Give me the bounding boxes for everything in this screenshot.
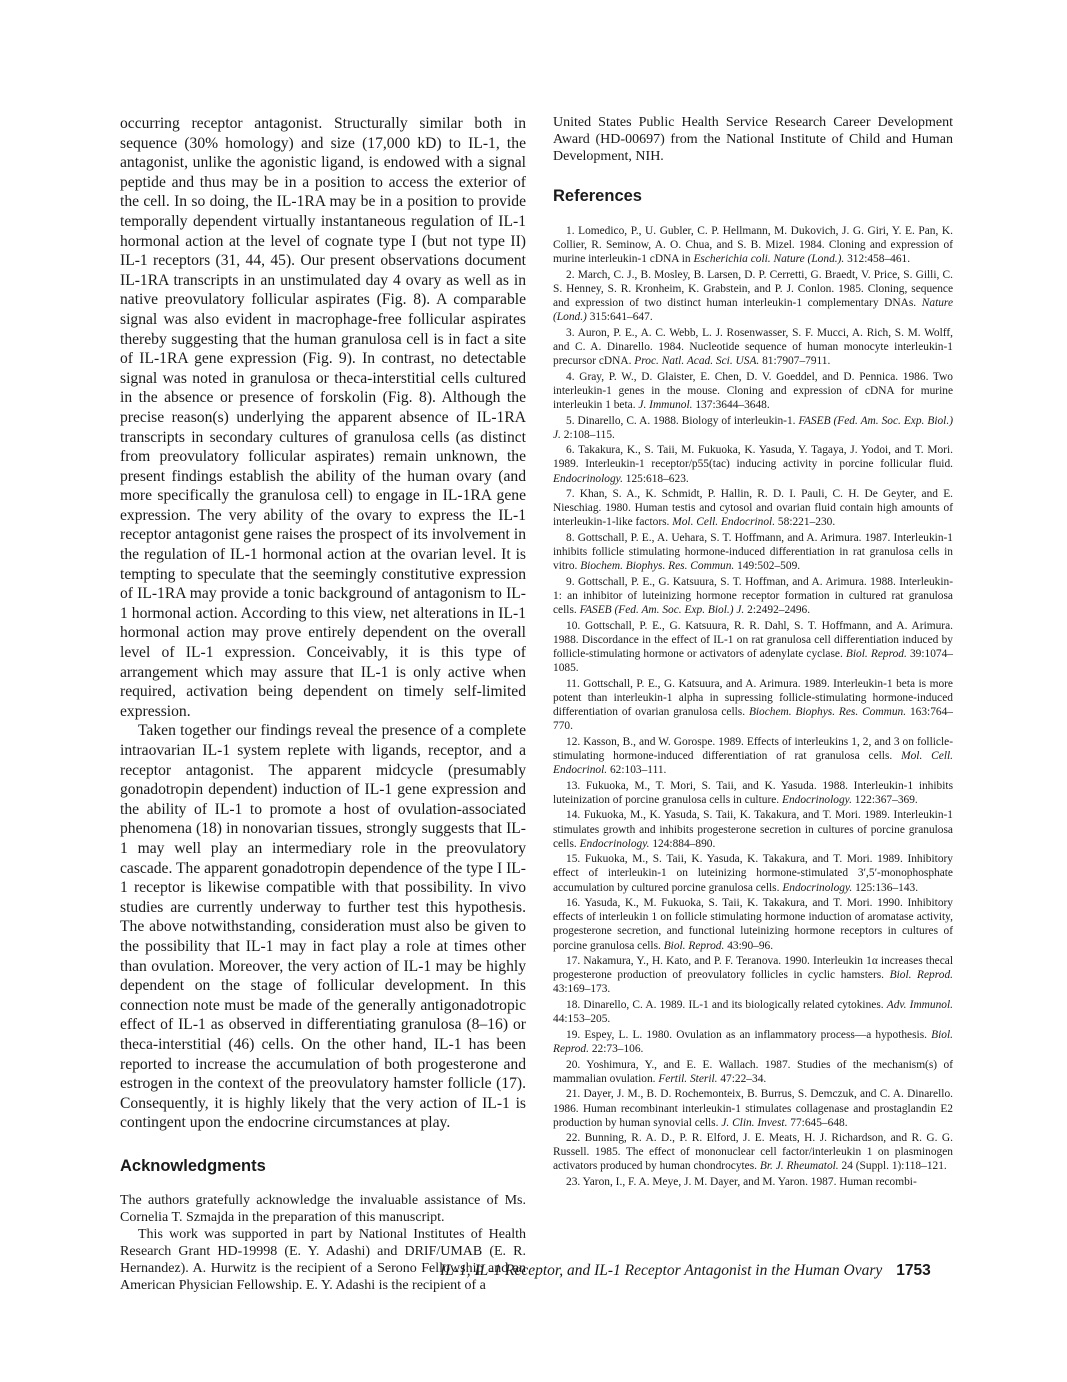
reference-citation: 137:3644–3648. bbox=[692, 398, 770, 411]
reference-text: 18. Dinarello, C. A. 1989. IL-1 and its biologically related cytokines. bbox=[566, 999, 887, 1012]
reference-citation: 43:90–96. bbox=[724, 939, 774, 952]
reference-journal: Br. J. Rheumatol. bbox=[759, 1160, 839, 1173]
page-footer bbox=[440, 1262, 940, 1280]
reference-text: 16. Yasuda, K., M. Fukuoka, S. Taii, K. Takakura, and T. Mori. 1990. Inhibitory effects of interleukin 1 on follicle stimulating hormone induction of aromatase activity, progesterone secretion, and functional luteinizing hormone receptors in cultures of porcine granulosa cells. bbox=[553, 897, 953, 952]
reference-journal: Fertil. Steril. bbox=[658, 1072, 718, 1085]
reference-citation: 24 (Suppl. 1):118–121. bbox=[838, 1160, 947, 1173]
reference-journal: J. Clin. Invest. bbox=[721, 1116, 788, 1129]
reference-item bbox=[553, 1131, 953, 1173]
reference-citation: 2:108–115. bbox=[560, 428, 615, 441]
reference-item bbox=[553, 443, 953, 485]
reference-item bbox=[553, 326, 953, 368]
reference-journal: Biol. Reprod. bbox=[663, 939, 725, 952]
reference-journal: Adv. Immunol. bbox=[886, 999, 953, 1012]
reference-journal: Endocrinology. bbox=[553, 472, 623, 485]
reference-journal: FASEB (Fed. Am. Soc. Exp. Biol.) J. bbox=[579, 604, 745, 617]
reference-journal: FASEB (Fed. Am. Soc. Exp. Biol.) J. bbox=[553, 414, 953, 441]
running-title: IL-1, IL-1 Receptor, and IL-1 Receptor Antagonist in the Human Ovary bbox=[440, 1262, 883, 1279]
acknowledgments-paragraph-1: The authors gratefully acknowledge the invaluable assistance of Ms. Cornelia T. Szmajda in the preparation of this manuscript. bbox=[120, 1192, 526, 1225]
reference-item bbox=[553, 1087, 953, 1129]
reference-text: 8. Gottschall, P. E., A. Uehara, S. T. Hoffmann, and A. Arimura. 1987. Interleukin-1 inhibits follicle stimulating hormone-induced differentiation in rat granulosa cells in vitro. bbox=[553, 532, 953, 573]
reference-item bbox=[553, 487, 953, 529]
reference-journal: Mol. Cell. Endocrinol. bbox=[553, 749, 954, 776]
reference-citation: 122:367–369. bbox=[851, 793, 918, 806]
reference-item bbox=[553, 852, 953, 894]
reference-text: 15. Fukuoka, M., S. Taii, K. Yasuda, K. Takakura, and T. Mori. 1989. Inhibitory effect of interleukin-1 on luteinizing hormone-stimulated 3′,5′-monophosphate accumulation by cultured porcine granulosa cells. bbox=[553, 853, 953, 894]
reference-text: 2. March, C. J., B. Mosley, B. Larsen, D. P. Cerretti, G. Braedt, V. Price, S. Gilli, C. S. Henney, S. R. Kronheim, K. Grabstein, and P. J. Conlon. 1985. Cloning, sequence and expression of two distinct human interleukin-1 complementary DNAs. bbox=[553, 268, 953, 310]
reference-journal: Proc. Natl. Acad. Sci. USA. bbox=[634, 355, 760, 368]
reference-citation: 124:884–890. bbox=[649, 837, 716, 850]
reference-text: 9. Gottschall, P. E., G. Katsuura, S. T. Hoffman, and A. Arimura. 1988. Interleukin-1: an inhibitor of luteinizing hormone receptor formation in cultured rat granulosa cells. bbox=[553, 576, 953, 617]
reference-citation: 77:645–648. bbox=[787, 1116, 848, 1129]
reference-text: 21. Dayer, J. M., B. D. Rochemonteix, B. Burrus, S. Demczuk, and C. A. Dinarello. 1986. Human recombinant interleukin-1 stimulates collagenase and prostaglandin E2 production by human synovial cells. bbox=[553, 1088, 953, 1129]
reference-item bbox=[553, 224, 953, 266]
reference-citation: 81:7907–7911. bbox=[759, 355, 831, 368]
reference-citation: 2:2492–2496. bbox=[744, 604, 811, 617]
reference-item bbox=[553, 735, 953, 777]
reference-journal: Biol. Reprod. bbox=[889, 969, 953, 982]
reference-item bbox=[553, 1028, 953, 1056]
reference-text: 6. Takakura, K., S. Taii, M. Fukuoka, K. Yasuda, Y. Tagaya, J. Yodoi, and T. Mori. 1989. Interleukin-1 receptor/p55(tac) inducing activity in porcine follicular fluid. bbox=[553, 444, 953, 471]
reference-text: 23. Yaron, I., F. A. Meye, J. M. Dayer, and M. Yaron. 1987. Human recombi- bbox=[566, 1176, 917, 1189]
reference-citation: 58:221–230. bbox=[775, 516, 836, 529]
reference-text: 1. Lomedico, P., U. Gubler, C. P. Hellmann, M. Dukovich, J. G. Giri, Y. E. Pan, K. Collier, R. Seminow, A. O. Chua, and S. B. Mizel. 1984. Cloning and expression of murine interleukin-1 cDNA in bbox=[553, 225, 953, 266]
reference-text: 14. Fukuoka, M., K. Yasuda, S. Taii, K. Takakura, and T. Mori. 1989. Interleukin-1 stimulates growth and inhibits progesterone secretion in cultures of porcine granulosa cells. bbox=[553, 809, 953, 850]
reference-item bbox=[553, 896, 953, 952]
right-column bbox=[553, 114, 953, 1191]
reference-item bbox=[553, 575, 953, 617]
reference-journal: Endocrinology. bbox=[579, 837, 650, 850]
reference-list bbox=[553, 224, 953, 1189]
reference-journal: Biol. Reprod. bbox=[845, 648, 907, 661]
page-number: 1753 bbox=[896, 1262, 931, 1279]
reference-citation: 163:764–770. bbox=[553, 706, 953, 733]
reference-citation: 22:73–106. bbox=[588, 1042, 644, 1055]
acknowledgments-heading: Acknowledgments bbox=[120, 1156, 266, 1175]
reference-citation: 312:458–461. bbox=[844, 253, 911, 266]
reference-citation: 43:169–173. bbox=[553, 983, 611, 996]
reference-item bbox=[553, 954, 953, 996]
reference-journal: Biol. Reprod. bbox=[553, 1028, 953, 1055]
reference-journal: Mol. Cell. Endocrinol. bbox=[672, 516, 776, 529]
reference-journal: J. Immunol. bbox=[638, 398, 693, 411]
reference-text: 3. Auron, P. E., A. C. Webb, L. J. Rosenwasser, S. F. Mucci, A. Rich, S. M. Wolff, and C. A. Dinarello. 1984. Nucleotide sequence of human monocyte interleukin-1 precursor cDNA. bbox=[553, 326, 953, 368]
body-paragraph-2: Taken together our findings reveal the presence of a complete intraovarian IL-1 system replete with ligands, receptor, and a receptor antagonist. The apparent midcycle (presumably gonadotropin dependent) induction of IL-1 gene expression and the ability of IL-1 to promote a host of ovulation-associated phenomena (18) in nonovarian tissues, strongly suggests that IL-1 may well play an intermediary role in the preovulatory cascade. The apparent gonadotropin dependence of the type I IL-1 receptor is likewise compatible with that possibility. In vivo studies are currently underway to further test this hypothesis. The above notwithstanding, consideration must also be given to the possibility that IL-1 may in fact play a role at times other than ovulation. Moreover, the very action of IL-1 may be highly dependent on the stage of follicular development. In this connection note must be made of the generally antigonadotropic effect of IL-1 as observed in differentiating granulosa (8–16) or theca-interstitial (46) cells. On the other hand, IL-1 has been reported to increase the accumulation of both progesterone and estrogen in the context of the preovulatory hamster follicle (17). Consequently, it is highly likely that the very action of IL-1 is contingent upon the endocrine circumstances at play. bbox=[120, 722, 526, 1132]
references-heading: References bbox=[553, 187, 642, 205]
reference-citation: 149:502–509. bbox=[734, 560, 801, 573]
reference-citation: 39:1074–1085. bbox=[553, 648, 953, 675]
reference-item bbox=[553, 619, 953, 675]
reference-item bbox=[553, 1175, 953, 1189]
reference-text: 11. Gottschall, P. E., G. Katsuura, and A. Arimura. 1989. Interleukin-1 beta is more potent than interleukin-1 alpha in supressing follicle-stimulating hormone-induced differentiation of ovarian granulosa cells. bbox=[553, 677, 953, 719]
reference-item bbox=[553, 1058, 953, 1086]
reference-citation: 44:153–205. bbox=[553, 1013, 611, 1026]
reference-citation: 125:618–623. bbox=[622, 472, 689, 485]
reference-text: 19. Espey, L. L. 1980. Ovulation as an inflammatory process—a hypothesis. bbox=[566, 1028, 932, 1041]
reference-item bbox=[553, 677, 953, 733]
reference-text: 20. Yoshimura, Y., and E. E. Wallach. 1987. Studies of the mechanism(s) of mammalian ovulation. bbox=[553, 1058, 953, 1085]
reference-text: 4. Gray, P. W., D. Glaister, E. Chen, D. V. Goeddel, and D. Pennica. 1986. Two interleukin-1 genes in the mouse. Cloning and expression of cDNA for murine interleukin 1 beta. bbox=[553, 370, 953, 411]
reference-citation: 315:641–647. bbox=[586, 311, 653, 324]
reference-journal: Biochem. Biophys. Res. Commun. bbox=[748, 706, 907, 719]
reference-journal: Endocrinology. bbox=[782, 881, 853, 894]
reference-journal: Biochem. Biophys. Res. Commun. bbox=[580, 560, 735, 573]
reference-text: 7. Khan, S. A., K. Schmidt, P. Hallin, R. D. I. Pauli, C. H. De Geyter, and E. Nieschiag. 1980. Human testis and cytosol and ovarian fluid contain high amounts of interleukin-1-like factors. bbox=[553, 488, 953, 529]
reference-citation: 125:136–143. bbox=[852, 881, 919, 894]
acknowledgments-paragraph-2: This work was supported in part by National Institutes of Health Research Grant HD-19998 (E. Y. Adashi) and DRIF/UMAB (E. R. Hernandez). A. Hurwitz is the recipient of a Serono Fellowship and an American Physician Fellowship. E. Y. Adashi is the recipient of a bbox=[120, 1226, 526, 1293]
reference-journal: Nature (Lond.) bbox=[553, 297, 953, 324]
acknowledgments-continuation: United States Public Health Service Research Career Development Award (HD-00697) from the National Institute of Child and Human Development, NIH. bbox=[553, 115, 953, 164]
reference-text: 5. Dinarello, C. A. 1988. Biology of interleukin-1. bbox=[566, 414, 799, 427]
reference-item bbox=[553, 268, 953, 324]
left-column bbox=[120, 114, 526, 1294]
reference-item bbox=[553, 998, 953, 1026]
reference-item bbox=[553, 370, 953, 412]
reference-text: 13. Fukuoka, M., T. Mori, S. Taii, and K. Yasuda. 1988. Interleukin-1 inhibits luteinization of porcine granulosa cells in culture. bbox=[553, 779, 953, 806]
reference-text: 10. Gottschall, P. E., G. Katsuura, R. R. Dahl, S. T. Hoffmann, and A. Arimura. 1988. Discordance in the effect of IL-1 on rat granulosa cell differentiation induced by follicle-stimulating hormone or activators of adenylate cyclase. bbox=[553, 619, 953, 661]
reference-text: 17. Nakamura, Y., H. Kato, and P. F. Teranova. 1990. Interleukin 1α increases thecal progesterone production of preovulatory follicles in cyclic hamsters. bbox=[553, 955, 953, 982]
reference-item bbox=[553, 808, 953, 850]
reference-journal: Escherichia coli. Nature (Lond.). bbox=[693, 253, 845, 266]
reference-item bbox=[553, 779, 953, 807]
reference-citation: 62:103–111. bbox=[607, 764, 667, 776]
reference-citation: 47:22–34. bbox=[717, 1072, 767, 1085]
body-paragraph-1: occurring receptor antagonist. Structurally similar both in sequence (30% homology) and size (17,000 kD) to IL-1, the antagonist, unlike the agonistic ligand, is endowed with a signal peptide and thus may be in a position to access the exterior of the cell. In so doing, the IL-1RA may be in a position to provide temporally dependent virtually instantaneous regulation of IL-1 hormonal action at the level of cognate type I (but not type II) IL-1 receptors (31, 44, 45). Our present observations document IL-1RA transcripts in an unstimulated day 4 ovary as well as in native preovulatory follicular aspirates (Fig. 8). A comparable signal was also evident in macrophage-free follicular aspirates thereby suggesting that the human granulosa cell is in fact a site of IL-1RA gene expression (Fig. 9). In contrast, no detectable signal was noted in granulosa or theca-interstitial cells cultured in the absence or presence of forskolin (Fig. 8). Although the precise reason(s) underlying the apparent absence of IL-1RA transcripts in secondary cultures of granulosa cells (as distinct from preovulatory follicular aspirates) remain unknown, the present findings establish the ability of the human ovary (and more specifically the granulosa cell) to engage in IL-1RA gene expression. The very ability of the ovary to express the IL-1 receptor antagonist gene raises the prospect of its involvement in the regulation of IL-1 hormonal action at the ovarian level. It is tempting to speculate that the seemingly constitutive expression of IL-1RA may provide a tonic background of antagonism to IL-1 hormonal action. According to this view, net alterations in IL-1 hormonal action may prove entirely dependent on the overall level of IL-1 expression. Conceivably, it is this type of arrangement which may assure that IL-1 is only active when required, activation being dependent on timely self-limited expression. bbox=[120, 115, 526, 720]
reference-journal: Endocrinology. bbox=[782, 793, 852, 806]
reference-item bbox=[553, 531, 953, 573]
reference-item bbox=[553, 414, 953, 442]
reference-text: 22. Bunning, R. A. D., P. R. Elford, J. E. Meats, H. J. Richardson, and R. G. G. Russell. 1985. The effect of mononuclear cell factor/interleukin 1 on plasminogen activators produced by human chondrocytes. bbox=[553, 1132, 953, 1173]
reference-text: 12. Kasson, B., and W. Gorospe. 1989. Effects of interleukins 1, 2, and 3 on follicle-stimulating hormone-induced differentiation of rat granulosa cells. bbox=[553, 735, 953, 762]
